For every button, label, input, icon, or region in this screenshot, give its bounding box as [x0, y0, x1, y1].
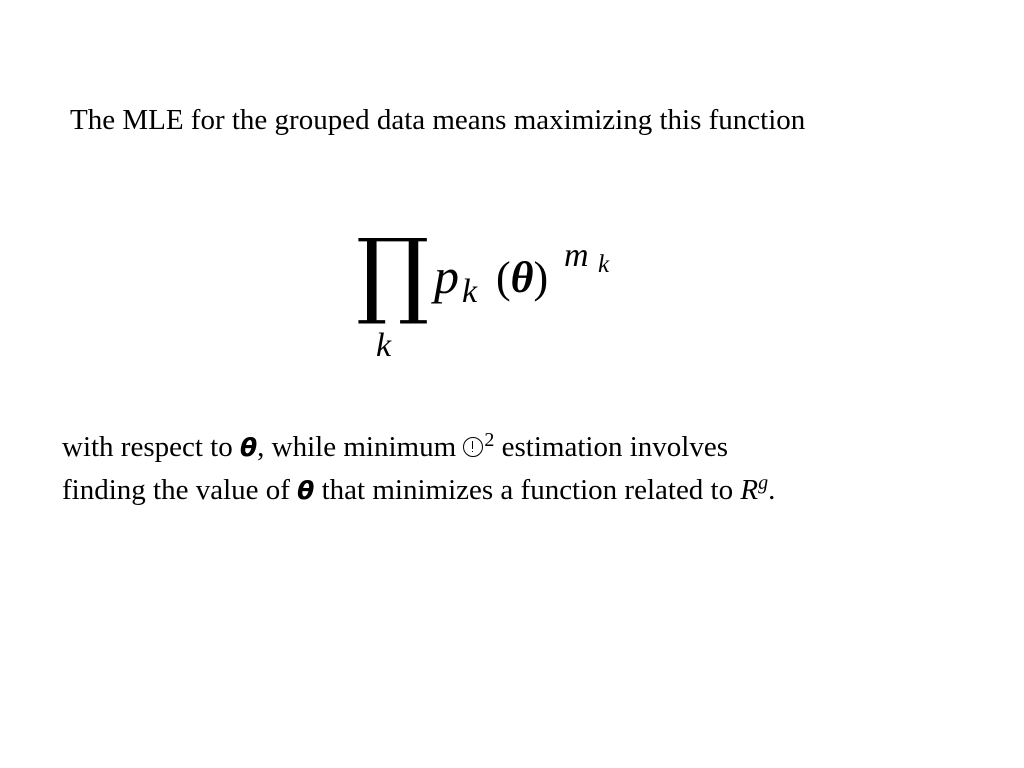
body-line-2 [62, 469, 962, 512]
theta-vector: θ [510, 253, 534, 302]
theta-symbol: θ [297, 476, 315, 505]
line2-period: . [768, 474, 776, 506]
r-symbol: R [740, 474, 759, 506]
line1-text-c: estimation involves [494, 431, 728, 463]
parameter-argument [496, 252, 548, 304]
intro-text: The MLE for the grouped data means maximizing this function [70, 104, 806, 136]
body-paragraph [62, 426, 962, 512]
chi-superscript: 2 [484, 429, 495, 451]
close-paren: ) [533, 253, 549, 302]
r-superscript: g [758, 472, 769, 494]
theta-symbol: θ [239, 433, 258, 462]
line2-text-b: that minimizes a function related to [314, 474, 741, 506]
likelihood-formula [350, 218, 650, 378]
product-index: k [376, 327, 392, 364]
line1-text-b: , while minimum [257, 431, 464, 463]
body-line-1 [62, 426, 962, 469]
probability-subscript: k [462, 273, 478, 310]
product-operator: ∏ [356, 218, 430, 329]
probability-symbol: p [434, 248, 459, 304]
chi-placeholder-icon [463, 437, 483, 457]
exponent-symbol: m [564, 237, 589, 274]
exponent-subscript: k [598, 251, 610, 278]
open-paren: ( [496, 253, 511, 302]
line1-text-a: with respect to [62, 431, 240, 463]
line2-text-a: finding the value of [62, 474, 298, 506]
